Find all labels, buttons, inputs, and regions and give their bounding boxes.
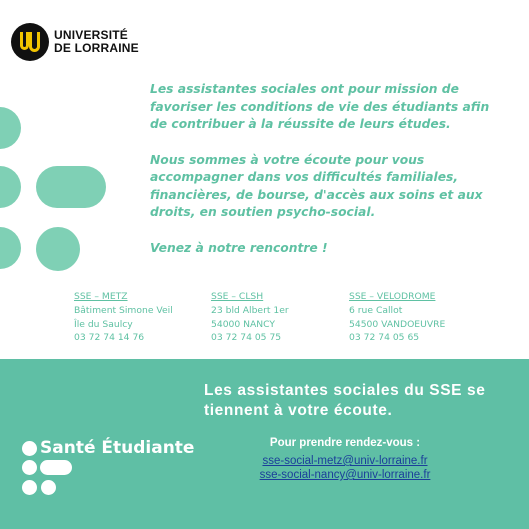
office-address-line2: 54500 VANDOEUVRE	[349, 318, 446, 330]
office-clsh	[211, 290, 289, 345]
email-link-metz[interactable]: sse-social-metz@univ-lorraine.fr	[262, 455, 428, 467]
logo-dot	[41, 480, 56, 495]
office-address-line2: Île du Saulcy	[74, 318, 133, 330]
footer-tagline: Les assistantes sociales du SSE se tiennent à votre écoute.	[204, 382, 486, 419]
university-name	[54, 29, 139, 55]
email-link-nancy[interactable]: sse-social-nancy@univ-lorraine.fr	[259, 469, 431, 481]
office-phone: 03 72 74 05 75	[211, 332, 282, 344]
logo-dot	[22, 460, 37, 475]
office-velodrome	[349, 290, 445, 345]
office-phone: 03 72 74 05 65	[349, 332, 420, 344]
office-address-line1: 23 bld Albert 1er	[211, 304, 289, 316]
office-title[interactable]: SSE – CLSH	[211, 291, 264, 302]
decor-semicircle-bottom	[0, 227, 21, 269]
university-name-line2: DE LORRAINE	[54, 41, 139, 55]
office-phone: 03 72 74 14 76	[74, 332, 145, 344]
university-name-line1: UNIVERSITÉ	[54, 28, 129, 42]
decor-semicircle-middle	[0, 166, 21, 208]
decor-semicircle-top	[0, 107, 21, 149]
office-address-line1: Bâtiment Simone Veil	[74, 304, 173, 316]
logo-pill	[40, 460, 72, 475]
office-address-line1: 6 rue Callot	[349, 304, 403, 316]
decor-pill	[36, 166, 106, 208]
office-metz	[74, 290, 173, 345]
intro-paragraph-support: Nous sommes à votre écoute pour vous accompagner dans vos difficultés familiales, financières, de bourse, d'accès aux soins et aux droits, en soutien psycho-social.	[150, 152, 483, 219]
intro-paragraph-mission: Les assistantes sociales ont pour mission de favoriser les conditions de vie des étudiants afin de contribuer à la réussite de leurs études.	[150, 82, 490, 131]
office-title[interactable]: SSE – VELODROME	[349, 291, 436, 302]
logo-dot	[22, 480, 37, 495]
sante-etudiante-logo-icon	[22, 441, 37, 456]
office-title[interactable]: SSE – METZ	[74, 291, 128, 302]
intro-text	[150, 81, 500, 275]
intro-paragraph-invite: Venez à notre rencontre !	[150, 240, 328, 255]
universite-lorraine-logo-icon	[11, 23, 49, 61]
decor-circle	[36, 227, 80, 271]
appointment-label: Pour prendre rendez-vous :	[269, 437, 421, 449]
office-address-line2: 54000 NANCY	[211, 318, 276, 330]
brand-name: Santé Étudiante	[40, 438, 195, 458]
